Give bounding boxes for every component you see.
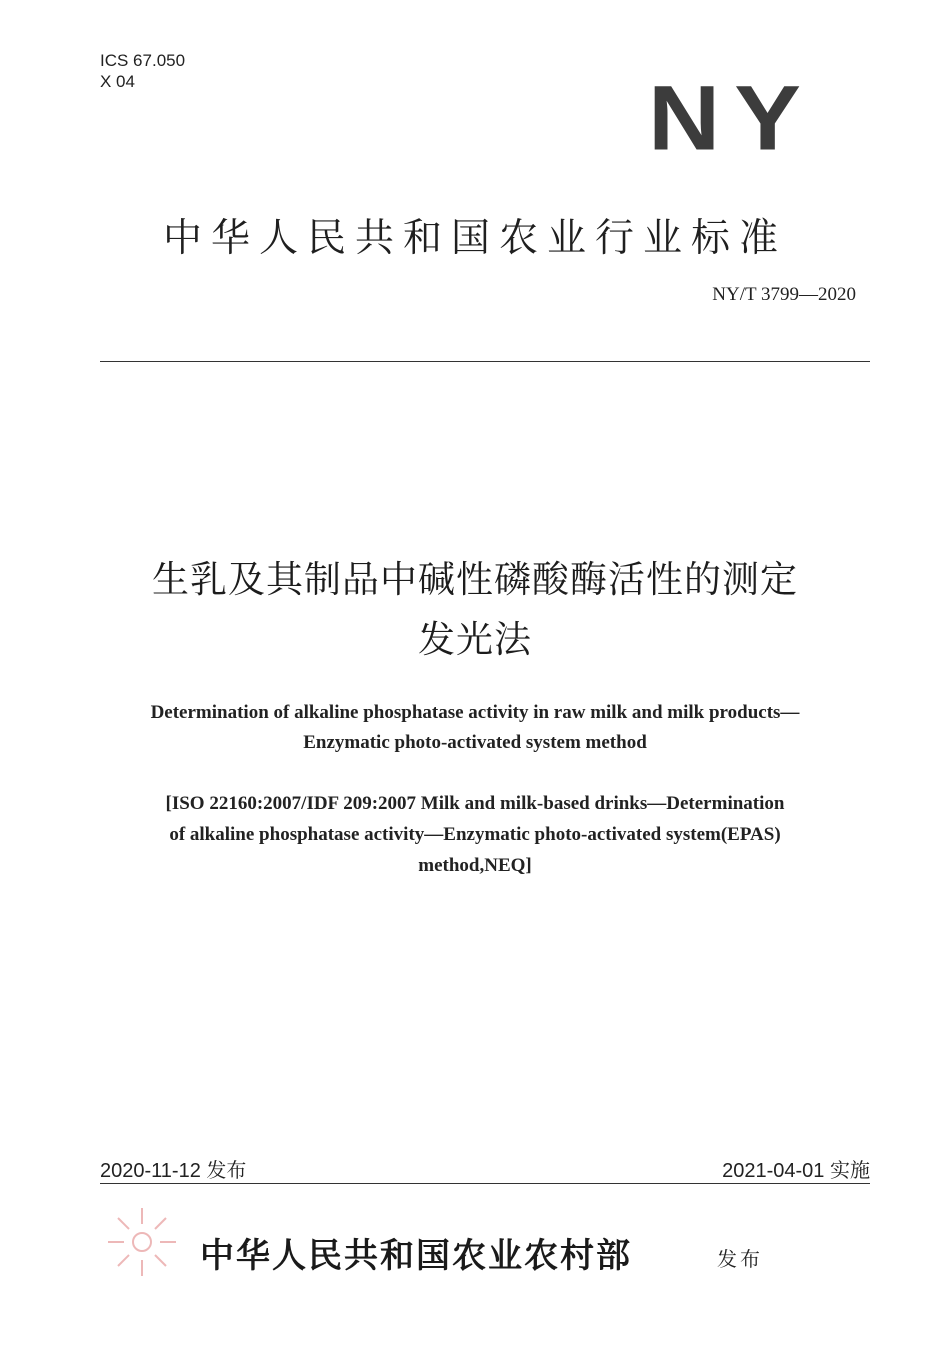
iso-reference-line3: method,NEQ] bbox=[418, 855, 532, 876]
ny-logo: NY bbox=[648, 66, 815, 170]
ics-code: ICS 67.050 bbox=[100, 51, 186, 70]
iso-reference-line1: [ISO 22160:2007/IDF 209:2007 Milk and milk-based drinks—Determination bbox=[165, 793, 785, 814]
seal-watermark-icon bbox=[102, 1202, 182, 1282]
bottom-divider bbox=[100, 1183, 870, 1184]
classification-codes bbox=[100, 50, 185, 92]
english-title-line2: Enzymatic photo-activated system method bbox=[303, 732, 647, 753]
chinese-title-line1: 生乳及其制品中碱性磷酸酶活性的测定 bbox=[152, 558, 798, 601]
issue-date: 2020-11-12 发布 bbox=[100, 1160, 247, 1182]
iso-reference-line2: of alkaline phosphatase activity—Enzymatic photo-activated system(EPAS) bbox=[169, 824, 781, 845]
standard-type-title: 中华人民共和国农业行业标准 bbox=[162, 216, 787, 261]
chinese-title-line2: 发光法 bbox=[418, 618, 532, 661]
implementation-date: 2021-04-01 实施 bbox=[722, 1160, 870, 1182]
publisher-name: 中华人民共和国农业农村部 bbox=[200, 1236, 632, 1276]
standard-number: NY/T 3799—2020 bbox=[712, 284, 856, 305]
ccs-code: X 04 bbox=[100, 72, 135, 91]
publisher-suffix: 发布 bbox=[717, 1247, 763, 1271]
top-divider bbox=[100, 361, 870, 362]
english-title-line1: Determination of alkaline phosphatase activity in raw milk and milk products— bbox=[150, 702, 800, 723]
